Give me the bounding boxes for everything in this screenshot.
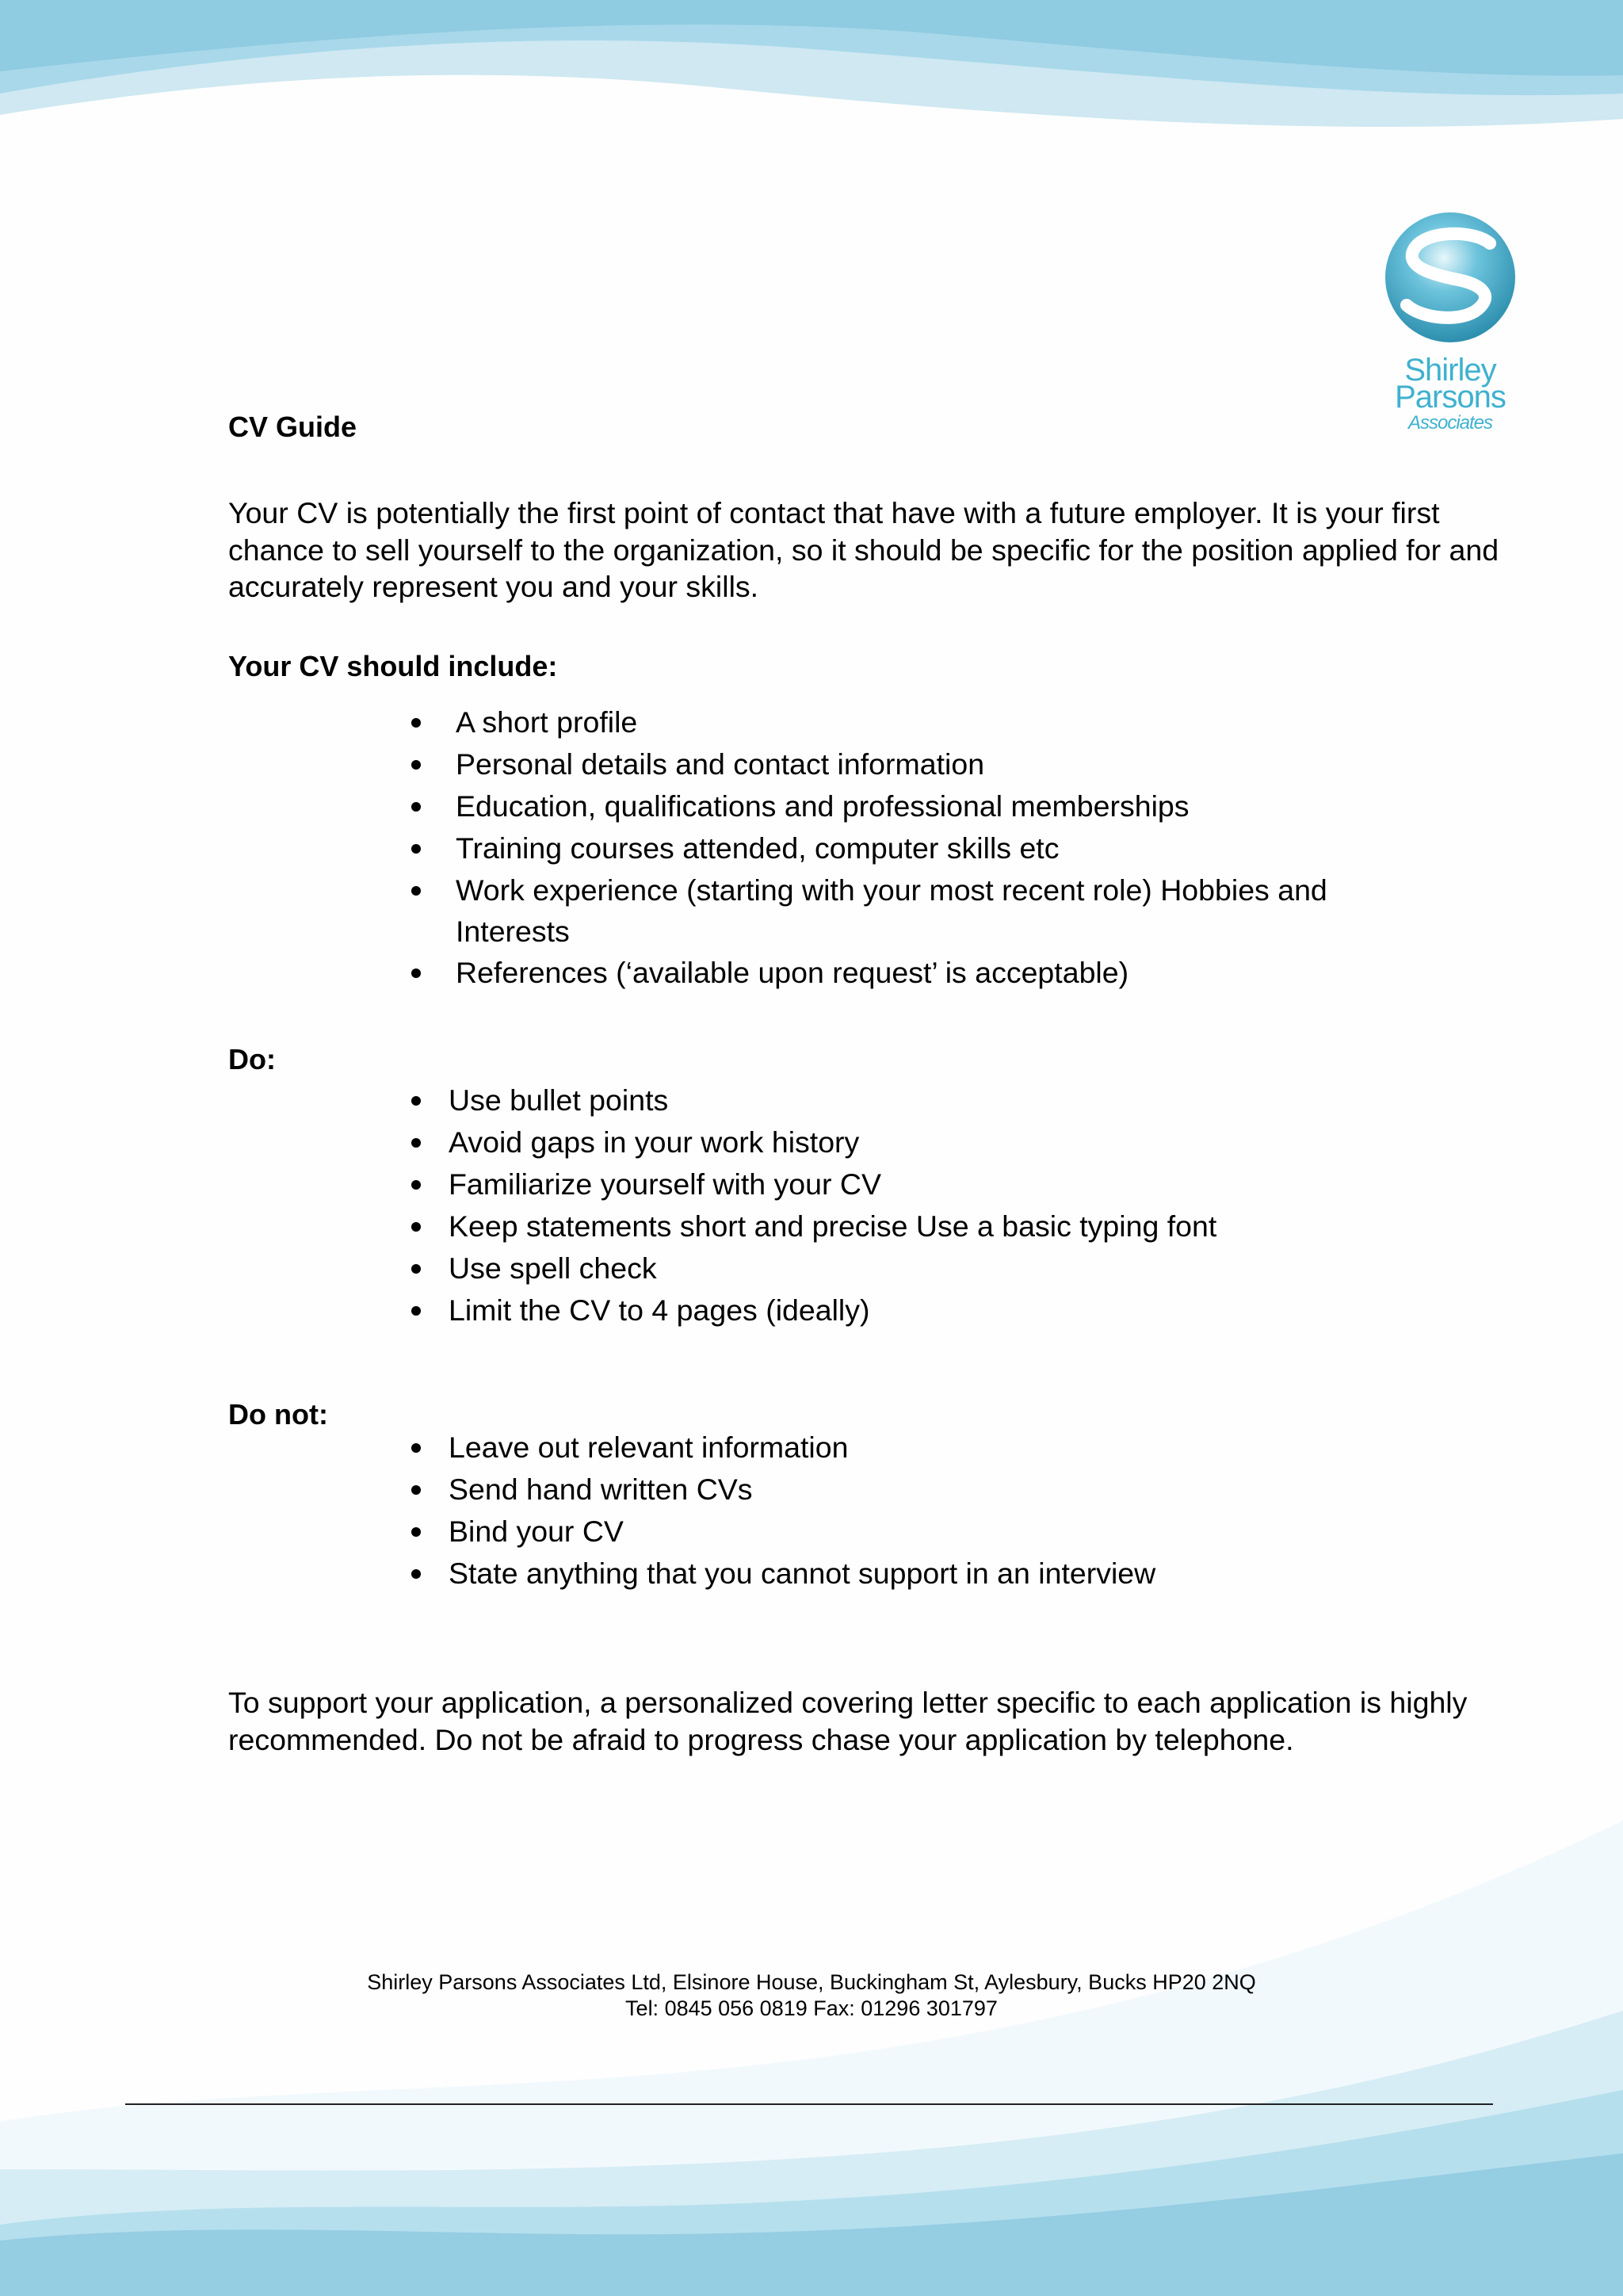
list-item-text: Use spell check <box>449 1251 657 1285</box>
list-item <box>411 827 1367 869</box>
bullet-icon <box>411 1222 421 1232</box>
include-heading: Your CV should include: <box>228 650 558 682</box>
do-not-list <box>411 1427 1362 1595</box>
list-item-text: Limit the CV to 4 pages (ideally) <box>449 1293 870 1327</box>
list-item <box>411 869 1367 952</box>
include-list <box>411 701 1362 994</box>
bullet-icon <box>411 760 421 770</box>
bullet-icon <box>411 718 421 728</box>
list-item-text: Bind your CV <box>449 1515 624 1548</box>
list-item <box>411 1553 1362 1595</box>
footer-address: Shirley Parsons Associates Ltd, Elsinore House, Buckingham St, Aylesbury, Bucks HP20 2NQ <box>367 1970 1256 1994</box>
list-item-text: Use bullet points <box>449 1083 669 1117</box>
logo-text-parsons: Parsons <box>1395 380 1506 415</box>
list-item-text: Keep statements short and precise Use a basic typing font <box>449 1209 1217 1243</box>
bullet-icon <box>411 1138 421 1148</box>
list-item <box>411 743 1367 785</box>
bullet-icon <box>411 886 421 896</box>
list-item-text: Send hand written CVs <box>449 1473 753 1506</box>
bullet-icon <box>411 844 421 854</box>
do-heading: Do: <box>228 1043 276 1075</box>
list-item <box>411 1289 1362 1331</box>
list-item <box>411 952 1367 994</box>
logo-text-shirley: Shirley <box>1404 353 1496 388</box>
bullet-icon <box>411 1527 421 1537</box>
footer-divider <box>125 2103 1493 2105</box>
company-logo <box>1379 202 1522 440</box>
list-item <box>411 1079 1362 1121</box>
list-item-text: Avoid gaps in your work history <box>449 1125 860 1159</box>
bullet-icon <box>411 1180 421 1190</box>
list-item-text: Education, qualifications and professional memberships <box>456 789 1190 823</box>
bullet-icon <box>411 802 421 812</box>
list-item <box>411 1469 1362 1511</box>
list-item <box>411 1163 1362 1205</box>
bullet-icon <box>411 1264 421 1274</box>
list-item-text: Leave out relevant information <box>449 1431 849 1464</box>
intro-paragraph: Your CV is potentially the first point of contact that have with a future employer. It is your first chance to sell yourself to the organization, so it should be specific for the position applied for and accurately represent you and your skills. <box>228 496 1499 603</box>
list-item <box>411 1427 1362 1469</box>
list-item <box>411 701 1367 743</box>
list-item-text: References (‘available upon request’ is acceptable) <box>456 956 1129 989</box>
list-item-text: A short profile <box>456 705 638 739</box>
do-list <box>411 1079 1362 1331</box>
logo-text-associates: Associates <box>1407 412 1493 434</box>
list-item <box>411 785 1367 827</box>
bullet-icon <box>411 1443 421 1453</box>
list-item <box>411 1511 1362 1553</box>
list-item-text: Personal details and contact information <box>456 747 985 781</box>
list-item-text: State anything that you cannot support in an interview <box>449 1557 1156 1590</box>
bullet-icon <box>411 1569 421 1579</box>
list-item-text: Familiarize yourself with your CV <box>449 1167 881 1201</box>
footer-contact: Tel: 0845 056 0819 Fax: 01296 301797 <box>625 1996 998 2020</box>
closing-paragraph: To support your application, a personalized covering letter specific to each application is highly recommended. Do not be afraid to progress chase your application by telephone. <box>228 1686 1468 1756</box>
list-item-text: Work experience (starting with your most recent role) Hobbies and Interests <box>456 873 1327 948</box>
do-not-heading: Do not: <box>228 1398 328 1431</box>
s-globe-icon <box>1379 202 1522 353</box>
bullet-icon <box>411 1096 421 1106</box>
page-title: CV Guide <box>228 411 357 443</box>
bottom-wave-decoration <box>0 1820 1623 2296</box>
list-item <box>411 1205 1362 1247</box>
top-wave-decoration <box>0 0 1623 159</box>
bullet-icon <box>411 1485 421 1495</box>
list-item-text: Training courses attended, computer skills etc <box>456 831 1060 865</box>
list-item <box>411 1247 1362 1289</box>
bullet-icon <box>411 968 421 978</box>
bullet-icon <box>411 1306 421 1316</box>
list-item <box>411 1121 1362 1163</box>
